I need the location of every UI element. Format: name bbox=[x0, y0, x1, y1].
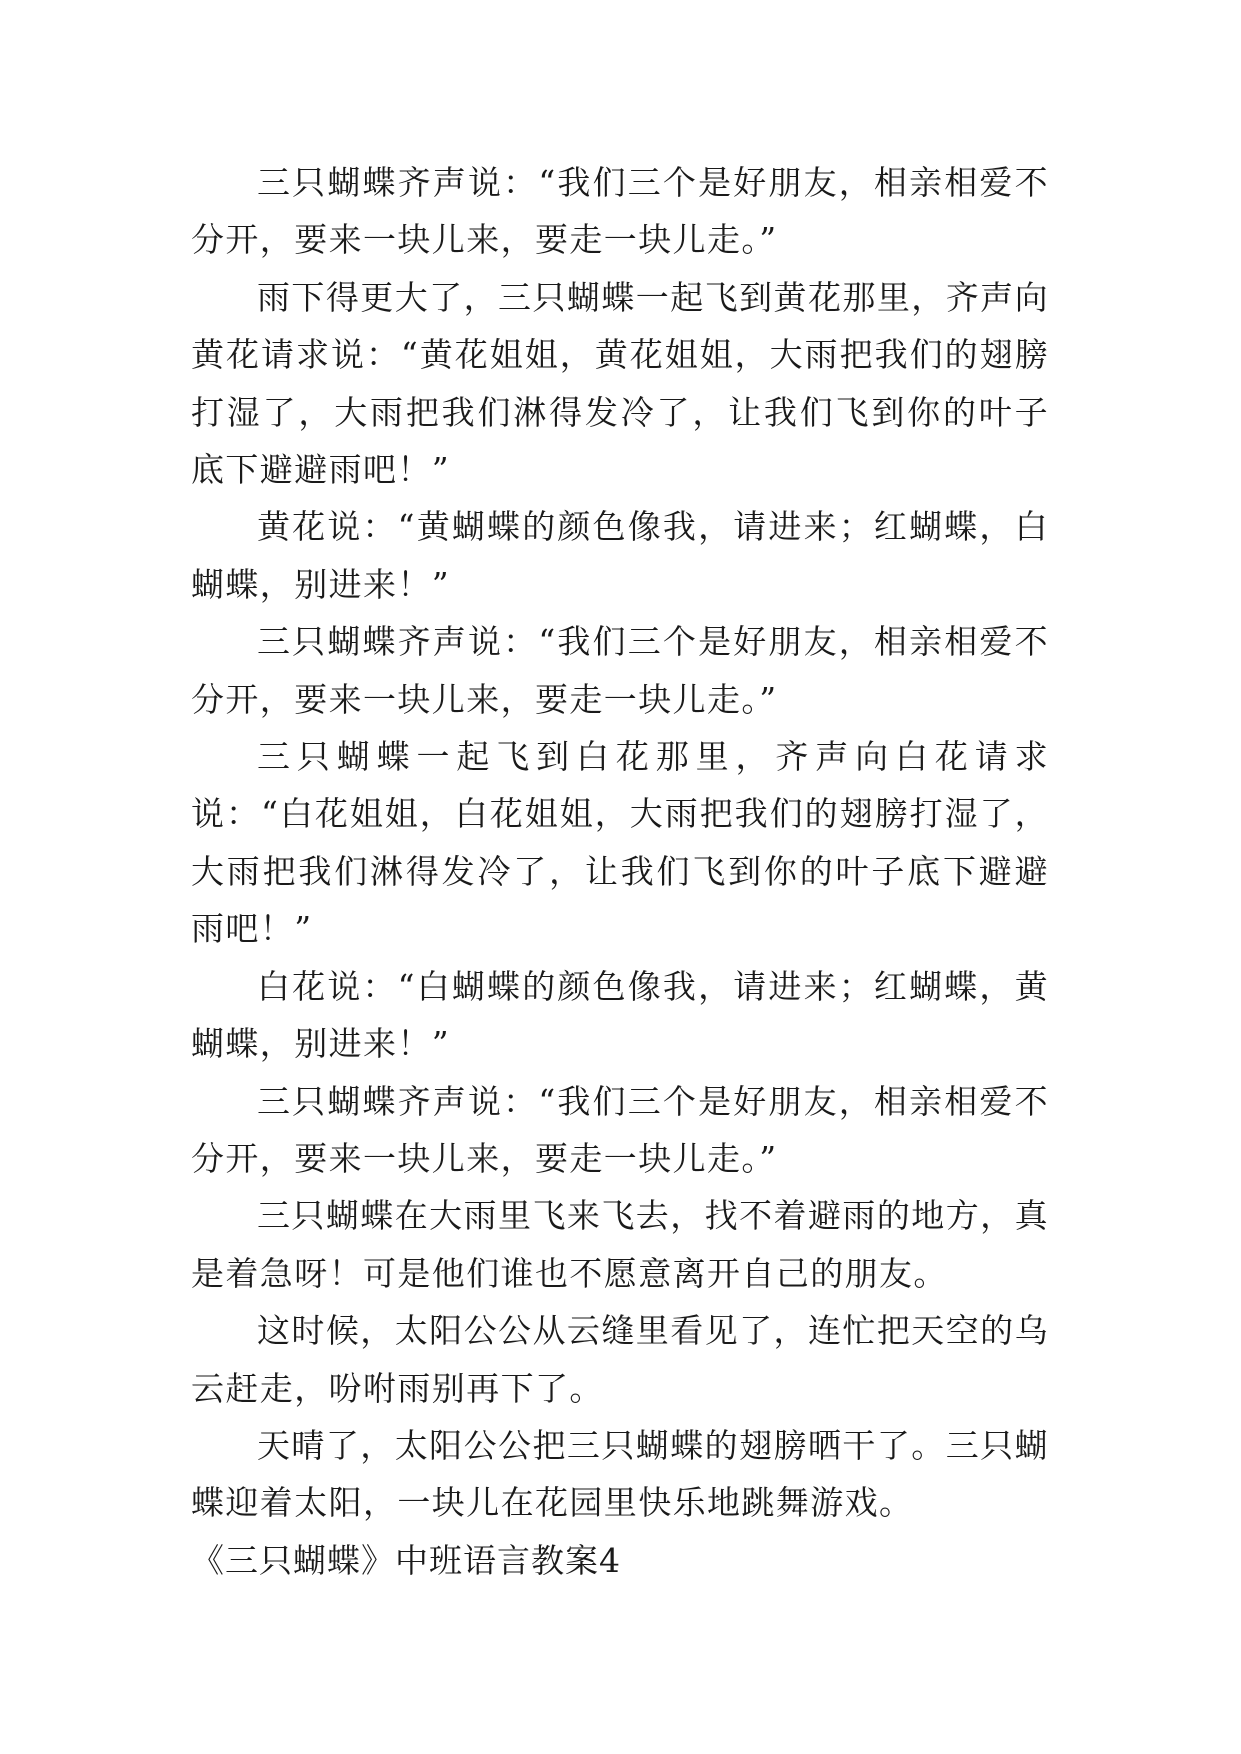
paragraph: 三只蝴蝶齐声说：“我们三个是好朋友，相亲相爱不分开，要来一块儿来，要走一块儿走。” bbox=[191, 622, 1049, 719]
document-body bbox=[191, 154, 1049, 1589]
paragraph: 黄花说：“黄蝴蝶的颜色像我，请进来；红蝴蝶，白蝴蝶，别进来！” bbox=[191, 507, 1049, 604]
section-heading: 《三只蝴蝶》中班语言教案4 bbox=[191, 1540, 621, 1580]
paragraph: 三只蝴蝶一起飞到白花那里，齐声向白花请求说：“白花姐姐，白花姐姐，大雨把我们的翅膀打湿了，大雨把我们淋得发冷了，让我们飞到你的叶子底下避避雨吧！” bbox=[191, 737, 1049, 949]
paragraph: 这时候，太阳公公从云缝里看见了，连忙把天空的乌云赶走，吩咐雨别再下了。 bbox=[191, 1311, 1049, 1408]
paragraph: 三只蝴蝶在大雨里飞来飞去，找不着避雨的地方，真是着急呀！可是他们谁也不愿意离开自己的朋友。 bbox=[191, 1196, 1049, 1293]
paragraph: 白花说：“白蝴蝶的颜色像我，请进来；红蝴蝶，黄蝴蝶，别进来！” bbox=[191, 966, 1049, 1064]
paragraph: 三只蝴蝶齐声说：“我们三个是好朋友，相亲相爱不分开，要来一块儿来，要走一块儿走。” bbox=[191, 163, 1049, 260]
paragraph: 三只蝴蝶齐声说：“我们三个是好朋友，相亲相爱不分开，要来一块儿来，要走一块儿走。” bbox=[191, 1081, 1049, 1178]
paragraph: 雨下得更大了，三只蝴蝶一起飞到黄花那里，齐声向黄花请求说：“黄花姐姐，黄花姐姐，大雨把我们的翅膀打湿了，大雨把我们淋得发冷了，让我们飞到你的叶子底下避避雨吧！” bbox=[191, 277, 1049, 490]
paragraph: 天晴了，太阳公公把三只蝴蝶的翅膀晒干了。三只蝴蝶迎着太阳，一块儿在花园里快乐地跳舞游戏。 bbox=[191, 1425, 1049, 1523]
